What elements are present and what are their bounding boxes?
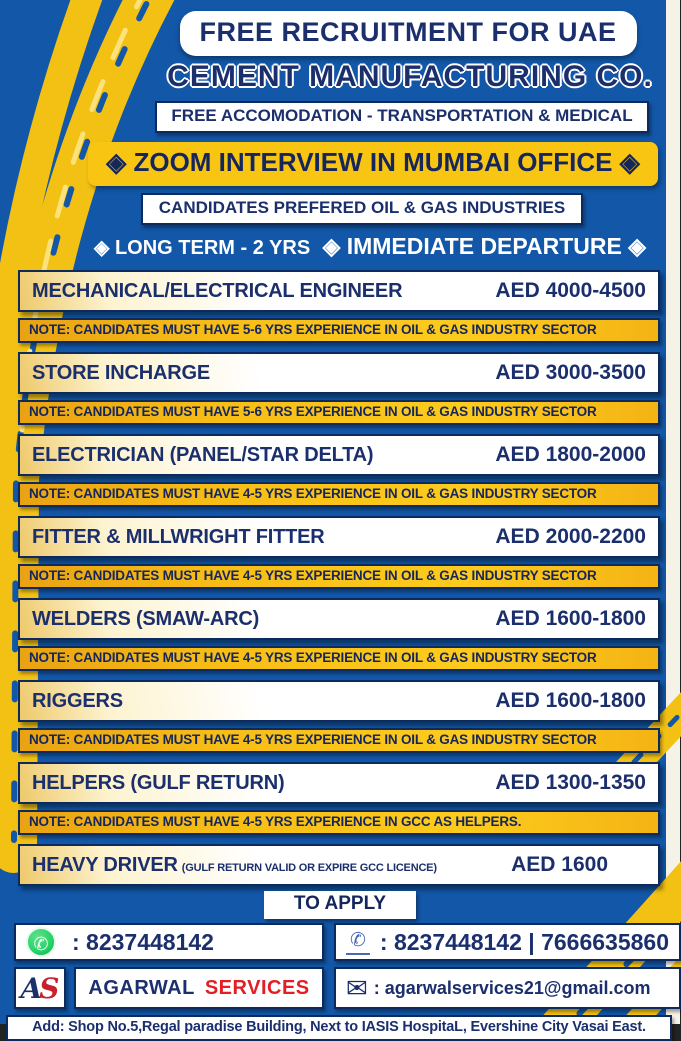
job-row xyxy=(18,270,660,343)
job-title: HELPERS (GULF RETURN) xyxy=(32,771,285,794)
job-title: FITTER & MILLWRIGHT FITTER xyxy=(32,525,325,548)
job-title: WELDERS (SMAW-ARC) xyxy=(32,607,260,630)
job-salary: AED 1600-1800 xyxy=(495,689,646,712)
agency-name-primary: AGARWAL xyxy=(88,976,195,999)
job-salary: AED 3000-3500 xyxy=(495,361,646,384)
company-name: CEMENT MANUFACTURING CO. xyxy=(167,60,653,93)
job-note: NOTE: CANDIDATES MUST HAVE 5-6 YRS EXPERIENCE IN OIL & GAS INDUSTRY SECTOR xyxy=(18,400,660,425)
email-address: : agarwalservices21@gmail.com xyxy=(373,977,651,998)
job-row xyxy=(18,434,660,507)
agency-identity xyxy=(14,967,324,1009)
job-title: STORE INCHARGE xyxy=(32,361,210,384)
address-bar: Add: Shop No.5,Regal paradise Building, Next to IASIS HospitaL, Evershine City Vasai East. xyxy=(6,1015,672,1041)
whatsapp-icon: ✆ xyxy=(26,927,56,957)
whatsapp-contact xyxy=(14,923,324,961)
phone-numbers: : 8237448142 | 7666635860 xyxy=(379,928,670,955)
job-row xyxy=(18,844,660,886)
agency-logo xyxy=(14,967,66,1009)
terms-line xyxy=(94,233,646,260)
job-row xyxy=(18,352,660,425)
job-list xyxy=(18,270,660,886)
preference-banner: CANDIDATES PREFERED OIL & GAS INDUSTRIES xyxy=(141,193,583,225)
poster-title: FREE RECRUITMENT FOR UAE xyxy=(180,11,637,56)
phone-contact xyxy=(334,923,681,961)
agency-logo-a: A xyxy=(20,971,43,1005)
job-row xyxy=(18,762,660,835)
job-salary: AED 1800-2000 xyxy=(495,443,646,466)
job-salary: AED 1600 xyxy=(511,853,608,876)
agency-logo-s: S xyxy=(39,971,60,1005)
job-title-subtitle: (GULF RETURN VALID OR EXPIRE GCC LICENCE) xyxy=(181,861,437,874)
agency-name-secondary: SERVICES xyxy=(204,976,310,999)
job-salary: AED 4000-4500 xyxy=(495,279,646,302)
job-bar xyxy=(18,844,660,886)
job-title-main: HEAVY DRIVER xyxy=(32,853,178,876)
job-salary: AED 2000-2200 xyxy=(495,525,646,548)
whatsapp-number: : 8237448142 xyxy=(72,928,214,955)
job-row xyxy=(18,680,660,753)
benefits-banner: FREE ACCOMODATION - TRANSPORTATION & MEDICAL xyxy=(155,101,648,133)
terms-departure: ◈ IMMEDIATE DEPARTURE ◈ xyxy=(322,233,646,259)
terms-duration: ◈ LONG TERM - 2 YRS xyxy=(94,237,311,259)
to-apply-heading: TO APPLY xyxy=(264,891,416,919)
job-bar xyxy=(18,352,660,394)
contact-section xyxy=(14,923,670,1009)
job-note: NOTE: CANDIDATES MUST HAVE 4-5 YRS EXPERIENCE IN GCC AS HELPERS. xyxy=(18,810,660,835)
interview-banner: ◈ ZOOM INTERVIEW IN MUMBAI OFFICE ◈ xyxy=(88,142,658,186)
job-title: ELECTRICIAN (PANEL/STAR DELTA) xyxy=(32,443,374,466)
job-salary: AED 1300-1350 xyxy=(495,771,646,794)
job-salary: AED 1600-1800 xyxy=(495,607,646,630)
job-note: NOTE: CANDIDATES MUST HAVE 4-5 YRS EXPERIENCE IN OIL & GAS INDUSTRY SECTOR xyxy=(18,564,660,589)
job-note: NOTE: CANDIDATES MUST HAVE 4-5 YRS EXPERIENCE IN OIL & GAS INDUSTRY SECTOR xyxy=(18,728,660,753)
email-contact xyxy=(334,967,681,1009)
job-note: NOTE: CANDIDATES MUST HAVE 4-5 YRS EXPERIENCE IN OIL & GAS INDUSTRY SECTOR xyxy=(18,646,660,671)
job-row xyxy=(18,516,660,589)
job-bar xyxy=(18,762,660,804)
job-title: RIGGERS xyxy=(32,689,123,712)
job-bar xyxy=(18,270,660,312)
email-icon: ✉ xyxy=(346,973,368,1003)
job-row xyxy=(18,598,660,671)
job-note: NOTE: CANDIDATES MUST HAVE 4-5 YRS EXPERIENCE IN OIL & GAS INDUSTRY SECTOR xyxy=(18,482,660,507)
job-bar xyxy=(18,516,660,558)
job-bar xyxy=(18,434,660,476)
job-title: MECHANICAL/ELECTRICAL ENGINEER xyxy=(32,279,403,302)
job-title xyxy=(32,854,437,877)
job-note: NOTE: CANDIDATES MUST HAVE 5-6 YRS EXPERIENCE IN OIL & GAS INDUSTRY SECTOR xyxy=(18,318,660,343)
job-bar xyxy=(18,598,660,640)
agency-name xyxy=(74,967,324,1009)
job-bar xyxy=(18,680,660,722)
phone-icon: ✆ xyxy=(346,929,370,955)
